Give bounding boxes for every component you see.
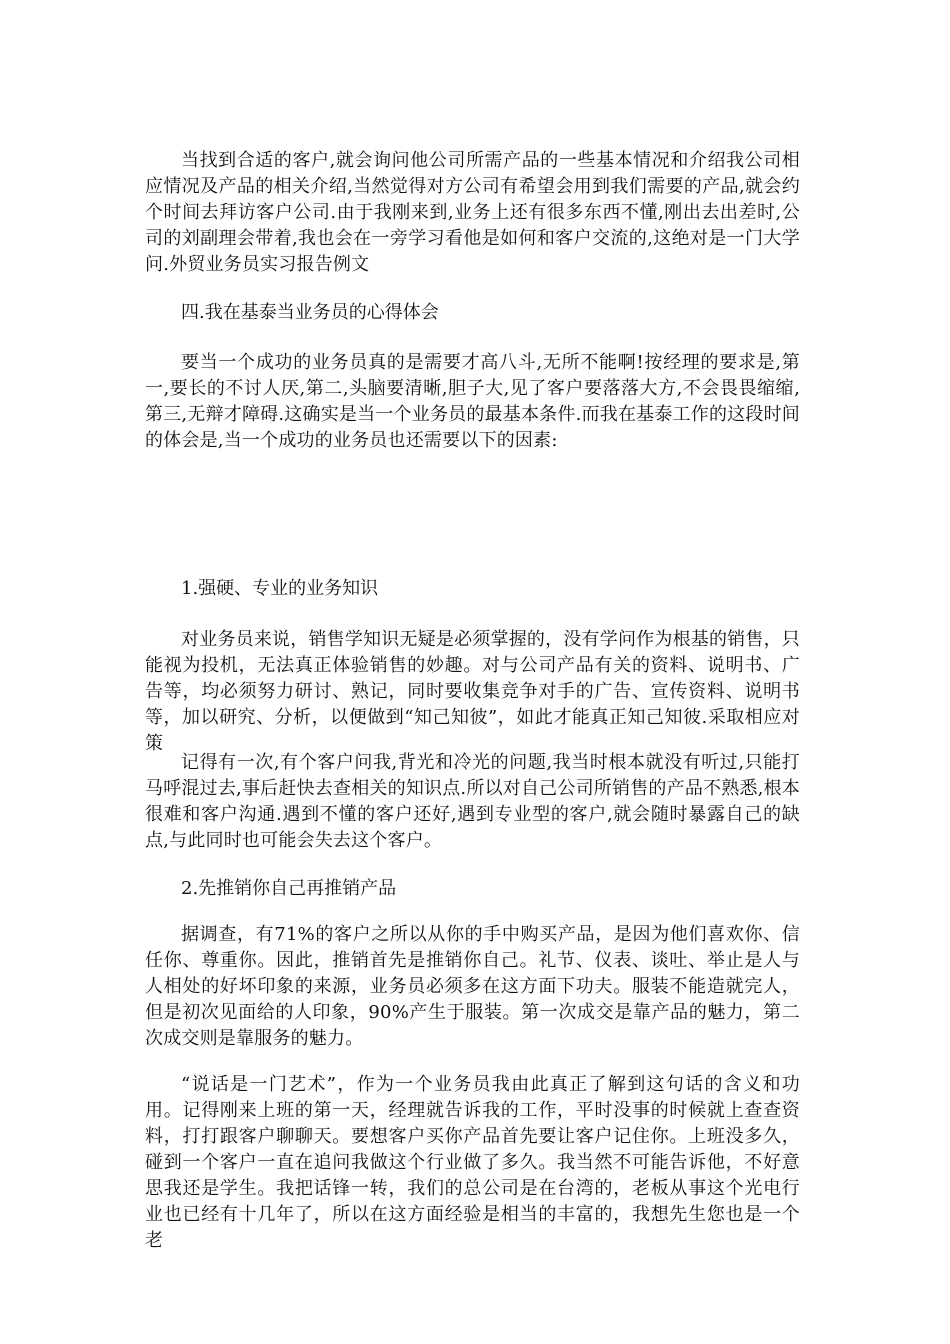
paragraph-successful-salesman: 要当一个成功的业务员真的是需要才高八斗,无所不能啊!按经理的要求是,第一,要长的不讨人厌,第二,头脑要清晰,胆子大,见了客户要落落大方,不会畏畏缩缩,第三,无辩才障碍.这确实是当一个业务员的最基本条件.而我在基泰工作的这段时间的体会是,当一个成功的业务员也还需要以下的因素: [145,352,800,451]
paragraph-client-visit: 当找到合适的客户,就会询问他公司所需产品的一些基本情况和介绍我公司相应情况及产品的相关介绍,当然觉得对方公司有希望会用到我们需要的产品,就会约个时间去拜访客户公司.由于我刚来到,业务上还有很多东西不懂,刚出去出差时,公司的刘副理会带着,我也会在一旁学习看他是如何和客户交流的,这绝对是一门大学问.外贸业务员实习报告例文 [145,150,800,275]
paragraph-sales-knowledge: 对业务员来说，销售学知识无疑是必须掌握的，没有学问作为根基的销售，只能视为投机，无法真正体验销售的妙趣。对与公司产品有关的资料、说明书、广告等，均必须努力研讨、熟记，同时要收集竞争对手的广告、宣传资料、说明书等，加以研究、分析，以便做到“知己知彼”，如此才能真正知己知彼.采取相应对策 [145,629,800,754]
subheading-professional-knowledge: 1.强硬、专业的业务知识 [181,578,379,599]
paragraph-backlight-story: 记得有一次,有个客户问我,背光和冷光的问题,我当时根本就没有听过,只能打马呼混过去,事后赶快去查相关的知识点.所以对自己公司所销售的产品不熟悉,根本很难和客户沟通.遇到不懂的客户还好,遇到专业型的客户,就会随时暴露自己的缺点,与此同时也可能会失去这个客户。 [145,752,800,851]
subheading-sell-yourself: 2.先推销你自己再推销产品 [181,878,397,899]
paragraph-survey: 据调查，有71%的客户之所以从你的手中购买产品，是因为他们喜欢你、信任你、尊重你。因此，推销首先是推销你自己。礼节、仪表、谈吐、举止是人与人相处的好坏印象的来源，业务员必须多在这方面下功夫。服装不能造就完人，但是初次见面给的人印象，90%产生于服装。第一次成交是靠产品的魅力，第二次成交则是靠服务的魅力。 [145,924,800,1049]
section-heading-experience: 四.我在基泰当业务员的心得体会 [181,302,439,323]
paragraph-art-of-speaking: “说话是一门艺术”，作为一个业务员我由此真正了解到这句话的含义和功用。记得刚来上班的第一天，经理就告诉我的工作，平时没事的时候就上查查资料，打打跟客户聊聊天。要想客户买你产品首先要让客户记住你。上班没多久，碰到一个客户一直在追问我做这个行业做了多久。我当然不可能告诉他，不好意思我还是学生。我把话锋一转，我们的总公司是在台湾的，老板从事这个光电行业也已经有十几年了，所以在这方面经验是相当的丰富的，我想先生您也是一个老 [145,1074,800,1251]
